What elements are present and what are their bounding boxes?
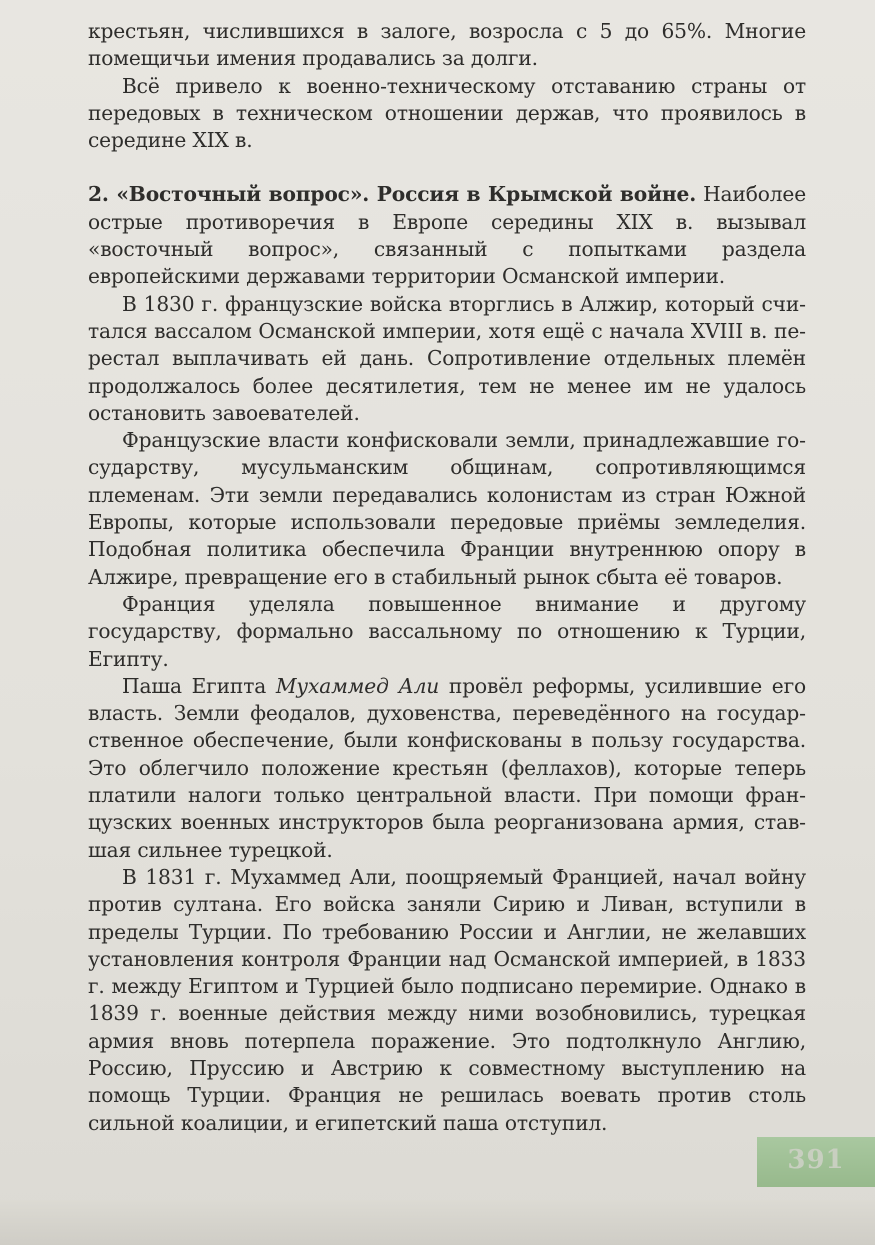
page-bottom-edge — [0, 1200, 875, 1245]
person-name: Мухаммед Али — [275, 673, 440, 698]
paragraph-france-egypt: Франция уделяла повышенное внимание и другому государству, формально вассальному по отношению к Турции, Египту. — [88, 591, 806, 671]
paragraph-military-lag: Всё привело к военно-техническому отставанию страны от передовых в техническом отношении держав, что проявилось в середине XIX в. — [88, 73, 806, 153]
paragraph-muhammad-ali-reforms — [88, 673, 806, 864]
page-number: 391 — [787, 1145, 845, 1175]
paragraph-eastern-question — [88, 181, 806, 290]
paragraph-algeria-lands: Французские власти конфисковали земли, принадлежавшие государству, мусульманским общинам, сопротивляющимся племенам. Эти земли передавались колонистам из стран Южной Европы, которые использовали передовые приёмы земледелия. Подобная политика обеспечила Франции внутреннюю опору в Алжире, превращение его в стабильный рынок сбыта её товаров. — [88, 428, 806, 589]
section-heading: 2. «Восточный вопрос». Россия в Крымской войне. — [88, 182, 697, 207]
paragraph-war-with-sultan: В 1831 г. Мухаммед Али, поощряемый Францией, начал войну против султана. Его войска заняли Сирию и Ливан, вступили в пределы Турции. По требованию России и Англии, не желавших установления контроля Франции над Османской империей, в 1833 г. между Египтом и Турцией было подписано перемирие. Однако в 1839 г. военные действия между ними возобновились, турецкая армия вновь потерпела поражение. Это подтолкнуло Англию, Россию, Пруссию и Австрию к совместному выступлению на помощь Турции. Франция не решилась воевать против столь сильной коалиции, и египетский паша отступил. — [88, 864, 806, 1135]
egypt-prefix: Паша Египта — [122, 673, 276, 698]
egypt-rest: провёл реформы, усилившие его власть. Земли феодалов, духовенства, переведённого на государственное обеспечение, были конфискованы в пользу государства. Это облегчило положение крестьян (феллахов), которые теперь платили налоги только центральной власти. При помощи французских военных инструкторов была реорганизована армия, ставшая сильнее турецкой. — [88, 673, 807, 862]
paragraph-algeria-invasion: В 1830 г. французские войска вторглись в Алжир, который считался вассалом Османской империи, хотя ещё с начала XVIII в. перестал выплачивать ей дань. Сопротивление отдельных племён продолжалось более десятилетия, тем не менее им не удалось остановить завоевателей. — [88, 291, 806, 425]
paragraph-serfs-mortgage: крестьян, числившихся в залоге, возросла с 5 до 65%. Многие помещичьи имения продавались за долги. — [88, 19, 806, 71]
page-number-tab — [757, 1137, 875, 1187]
section-intro: Наиболее острые противоречия в Европе середины XIX в. вызывал «восточный вопрос», связанный с попытками раздела европейскими державами территории Османской империи. — [88, 182, 806, 289]
main-text — [88, 18, 806, 1137]
